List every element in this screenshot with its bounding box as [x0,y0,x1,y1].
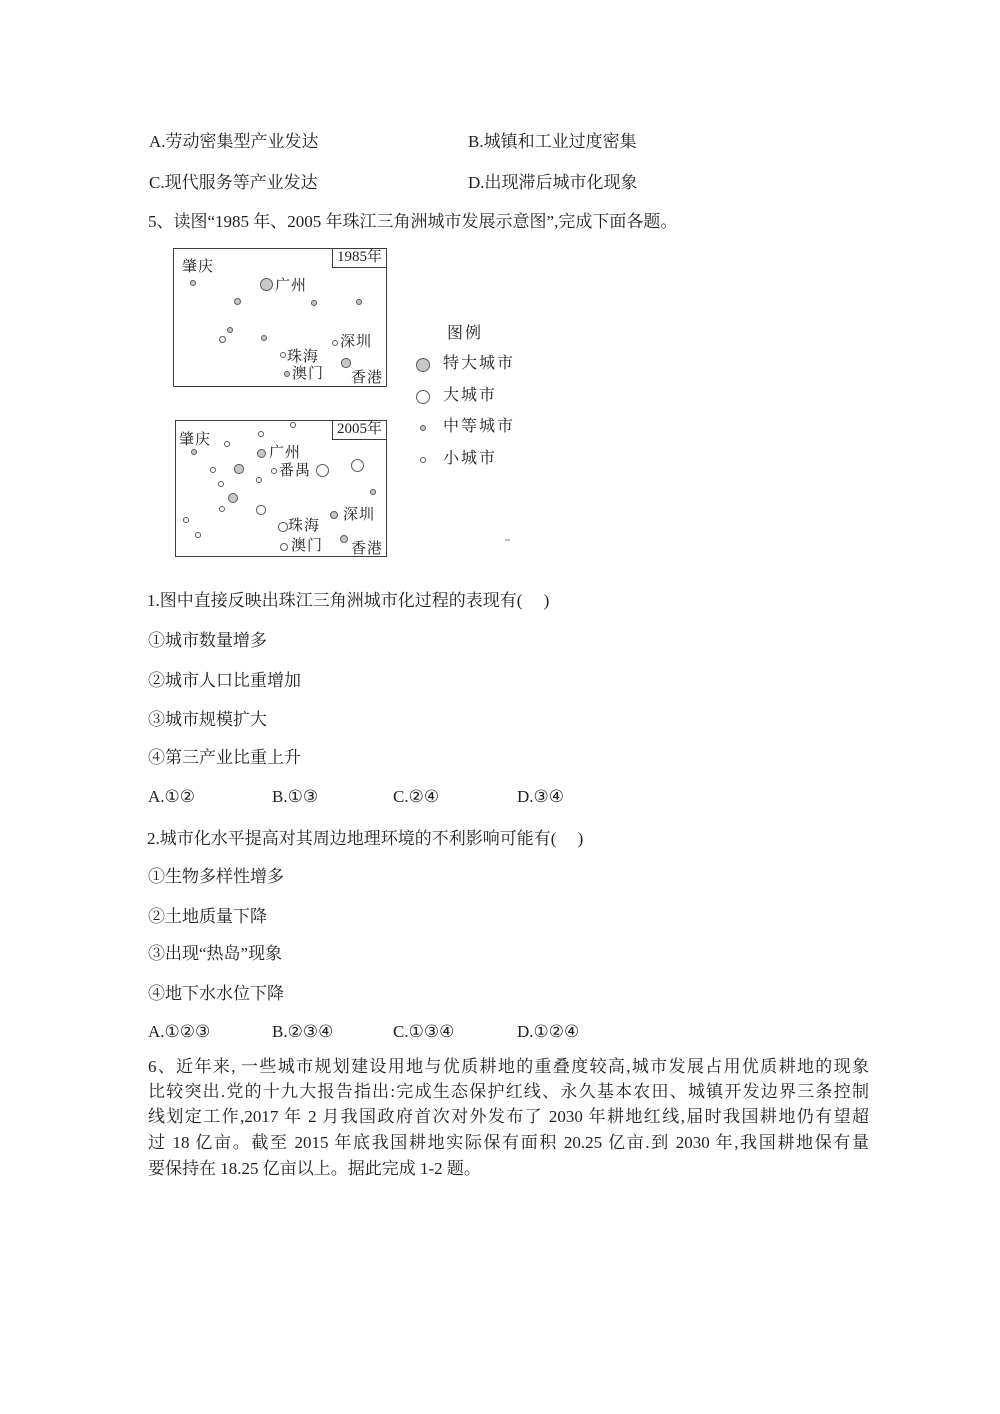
subq2-item-2: ②土地质量下降 [148,907,267,926]
legend-item-label: 小城市 [443,450,498,467]
subq1-item-1: ①城市数量增多 [148,631,267,650]
city-marker [224,441,230,447]
subq2-option-d: D.①②④ [517,1022,580,1041]
legend-item [405,386,575,408]
city-marker [316,464,329,477]
city-marker [278,522,287,531]
city-marker [256,477,262,483]
city-label: 深圳 [340,334,373,350]
subq1-option-d: D.③④ [517,787,565,806]
city-label: 澳门 [292,366,325,382]
map-year-label-2005: 2005年 [332,421,386,440]
subq1-option-c: C.②④ [393,787,440,806]
city-marker [271,468,277,474]
legend-item [405,449,575,471]
city-marker [330,511,339,520]
q6-line-3: 线划定工作,2017 年 2 月我国政府首次对外发布了 2030 年耕地红线,届时我国耕地仍有望超 [148,1107,869,1126]
subq2-item-1: ①生物多样性增多 [148,867,284,886]
city-marker [311,300,317,306]
city-marker [284,371,290,377]
city-marker [228,493,238,503]
city-marker [341,358,350,367]
city-label: 深圳 [343,507,376,523]
map-legend [405,320,575,480]
subq2-option-c: C.①③④ [393,1022,455,1041]
subq1-item-3: ③城市规模扩大 [148,710,267,729]
legend-symbol-white-circle [416,390,430,404]
subq2-item-4: ④地下水水位下降 [148,984,284,1003]
city-marker [227,327,233,333]
city-marker [351,459,364,472]
map-year-label-1985: 1985年 [332,249,386,268]
legend-item-label: 大城市 [443,387,498,404]
q6-line-4: 过 18 亿亩。截至 2015 年底我国耕地实际保有面积 20.25 亿亩.到 2030 年,我国耕地保有量 [148,1133,869,1152]
city-marker [191,449,197,455]
subq1-stem: 1.图中直接反映出珠江三角洲城市化过程的表现有( ) [147,591,550,610]
legend-item-label: 特大城市 [443,355,516,372]
city-marker [210,467,216,473]
map-2005 [175,420,387,557]
question5-intro: 5、读图“1985 年、2005 年珠江三角洲城市发展示意图”,完成下面各题。 [148,212,678,231]
city-marker [183,517,189,523]
city-marker [280,543,289,552]
city-marker [195,532,201,538]
subq2-option-a: A.①②③ [148,1022,211,1041]
map-1985 [173,248,387,387]
city-label: 广州 [275,278,308,294]
city-marker [219,336,226,343]
city-label: 澳门 [291,538,324,554]
q6-line-5: 要保持在 18.25 亿亩以上。据此完成 1-2 题。 [148,1159,481,1178]
legend-item-label: 中等城市 [443,418,516,435]
subq1-item-4: ④第三产业比重上升 [148,748,301,767]
q6-line-2: 比较突出.党的十九大报告指出:完成生态保护红线、永久基本农田、城镇开发边界三条控制 [148,1082,869,1101]
subq2-stem: 2.城市化水平提高对其周边地理环境的不利影响可能有( ) [147,829,584,848]
city-marker [290,422,296,428]
legend-symbol-gray-circle [420,425,427,432]
city-marker [280,352,286,358]
legend-symbol-white-circle [420,457,425,462]
subq1-option-a: A.①② [148,787,196,806]
subq1-item-2: ②城市人口比重增加 [148,671,301,690]
option-c-prior: C.现代服务等产业发达 [149,173,318,192]
subq1-option-b: B.①③ [272,787,319,806]
city-label: 珠海 [287,349,320,365]
city-label: 香港 [351,370,384,386]
legend-item [405,354,575,376]
city-marker [261,335,267,341]
legend-symbol-gray-circle [416,358,430,372]
option-a-prior: A.劳动密集型产业发达 [149,132,319,151]
city-label: 广州 [269,445,302,461]
legend-item [405,417,575,439]
city-label: 肇庆 [182,259,215,275]
city-marker [190,280,197,287]
city-marker [260,278,273,291]
city-label: 香港 [351,541,384,557]
legend-title: 图例 [447,325,484,342]
city-marker [370,489,376,495]
city-marker [257,449,266,458]
city-label: 肇庆 [179,432,212,448]
option-b-prior: B.城镇和工业过度密集 [468,132,637,151]
stray-mark [505,539,510,541]
city-marker [356,299,362,305]
city-marker [340,535,349,544]
q6-line-1: 6、近年来, 一些城市规划建设用地与优质耕地的重叠度较高,城市发展占用优质耕地的现象 [148,1057,869,1076]
city-label: 珠海 [288,518,321,534]
city-marker [218,481,224,487]
city-marker [258,431,264,437]
city-marker [234,298,241,305]
city-marker [332,340,338,346]
city-marker [256,505,265,514]
city-marker [219,506,225,512]
city-marker [234,464,243,473]
subq2-item-3: ③出现“热岛”现象 [148,944,283,963]
city-label: 番禺 [279,463,312,479]
option-d-prior: D.出现滞后城市化现象 [468,173,638,192]
subq2-option-b: B.②③④ [272,1022,334,1041]
